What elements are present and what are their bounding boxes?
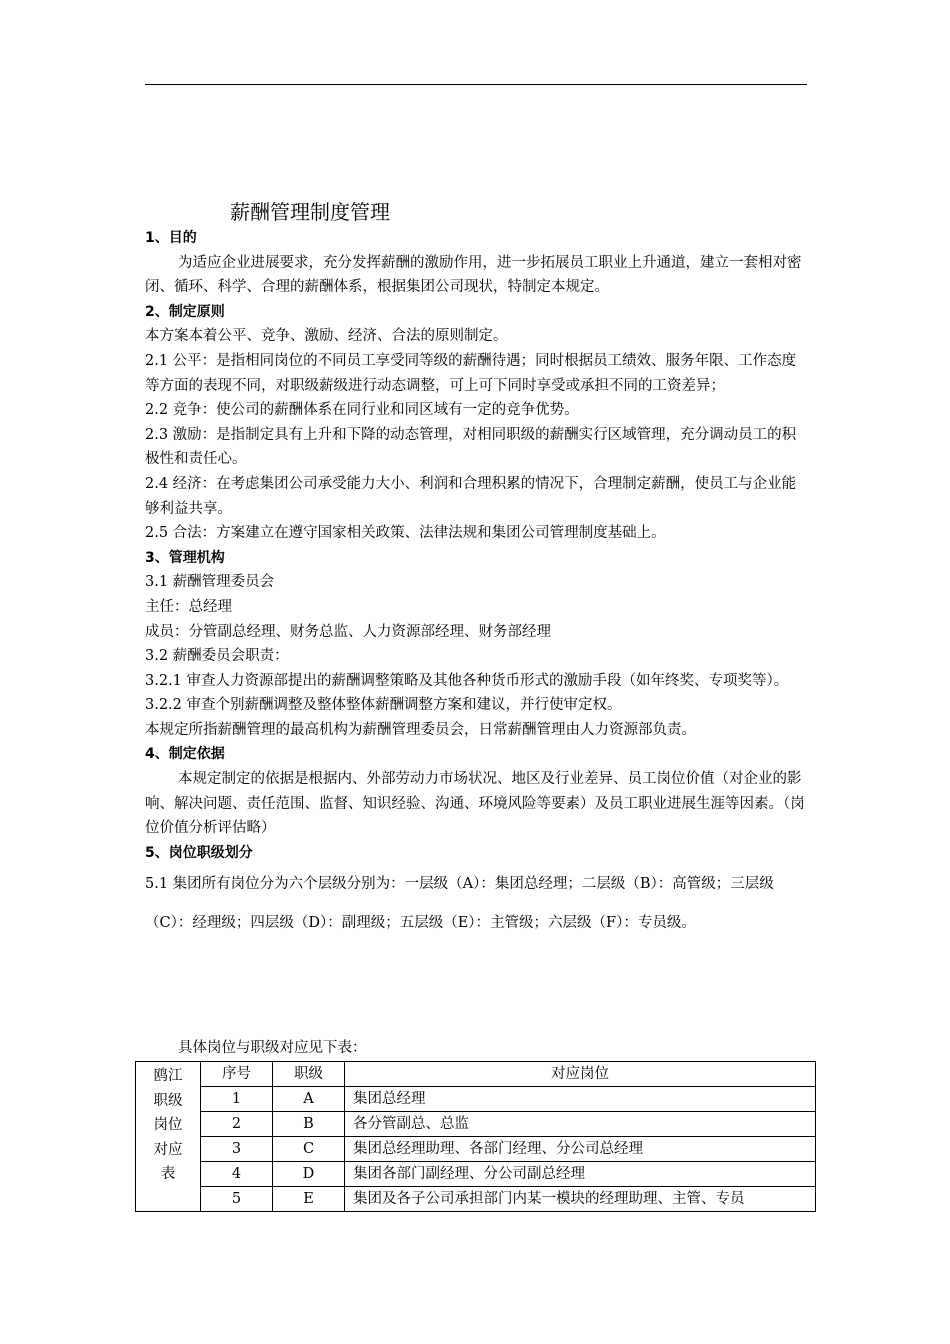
table-side-label [136,1062,201,1212]
table-cell: 集团总经理 [345,1087,816,1112]
body-paragraph: 本方案本着公平、竞争、激励、经济、合法的原则制定。 [145,328,508,345]
table-cell: A [273,1087,345,1112]
table-cell: 3 [201,1137,273,1162]
body-paragraph: 本规定制定的依据是根据内、外部劳动力市场状况、地区及行业差异、员工岗位价值（对企业的影响、解决问题、责任范围、监督、知识经验、沟通、环境风险等要素）及员工职业进展生涯等因素。（岗位价值分析评估略） [145,771,805,837]
table-cell: 2 [201,1112,273,1137]
table-cell: 4 [201,1162,273,1187]
table-cell: 5 [201,1187,273,1212]
body-paragraph: 3.2 薪酬委员会职责： [145,648,289,665]
table-cell: 1 [201,1087,273,1112]
side-label-line: 对应 [153,1141,183,1158]
page-title: 薪酬管理制度管理 [230,200,390,224]
table-header-cell: 职级 [273,1062,345,1087]
table-cell: 集团各部门副经理、分公司副总经理 [345,1162,816,1187]
side-label-line: 表 [160,1166,176,1182]
table-row [136,1187,816,1212]
table-cell: 集团总经理助理、各部门经理、分公司总经理 [345,1137,816,1162]
table-cell: 集团及各子公司承担部门内某一模块的经理助理、主管、专员 [345,1187,816,1212]
body-paragraph: 3.2.1 审查人力资源部提出的薪酬调整策略及其他各种货币形式的激励手段（如年终奖、专项奖等）。 [145,672,789,689]
body-paragraph: 2.3 激励：是指制定具有上升和下降的动态管理，对相同职级的薪酬实行区域管理，充分调动员工的积极性和责任心。 [145,426,797,468]
table-row [136,1137,816,1162]
table-cell: D [273,1162,345,1187]
body-paragraph: 2.2 竞争：使公司的薪酬体系在同行业和同区域有一定的竞争优势。 [145,402,579,419]
body-paragraph: 为适应企业进展要求，充分发挥薪酬的激励作用，进一步拓展员工职业上升通道，建立一套相对密闭、循环、科学、合理的薪酬体系，根据集团公司现状，特制定本规定。 [145,254,802,296]
side-label-line: 职级 [153,1092,183,1109]
grade-table [135,1061,816,1212]
body-paragraph: 3.1 薪酬管理委员会 [145,574,275,591]
section-heading: 3、管理机构 [145,549,225,566]
table-cell: 各分管副总、总监 [345,1112,816,1137]
body-paragraph: 3.2.2 审查个别薪酬调整及整体整体薪酬调整方案和建议，并行使审定权。 [145,697,622,714]
table-cell: B [273,1112,345,1137]
header-rule [145,84,807,85]
table-header-cell: 对应岗位 [345,1062,816,1087]
section-heading: 1、目的 [145,230,197,246]
body-paragraph: 2.5 合法：方案建立在遵守国家相关政策、法律法规和集团公司管理制度基础上。 [145,525,666,542]
body-paragraph: 本规定所指薪酬管理的最高机构为薪酬管理委员会，日常薪酬管理由人力资源部负责。 [145,721,696,738]
document-body [145,226,810,943]
body-paragraph: 5.1 集团所有岗位分为六个层级分别为：一层级（A）：集团总经理；二层级（B）：高管级；三层级（C）：经理级；四层级（D）：副理级；五层级（E）：主管级；六层级（F）：专员级。 [145,876,774,932]
table-row [136,1162,816,1187]
table-cell: E [273,1187,345,1212]
section-heading: 5、岗位职级划分 [145,844,253,861]
table-cell: C [273,1137,345,1162]
table-header-cell: 序号 [201,1062,273,1087]
table-row [136,1112,816,1137]
side-label-line: 鸥江 [153,1068,183,1084]
section-heading: 2、制定原则 [145,303,225,320]
body-paragraph: 成员：分管副总经理、财务总监、人力资源部经理、财务部经理 [145,623,551,640]
body-paragraph: 主任：总经理 [145,598,232,615]
body-paragraph: 2.1 公平：是指相同岗位的不同员工享受同等级的薪酬待遇；同时根据员工绩效、服务年限、工作态度等方面的表现不同，对职级薪级进行动态调整，可上可下同时享受或承担不同的工资差异； [145,352,797,394]
table-header-row [136,1062,816,1087]
body-paragraph: 2.4 经济：在考虑集团公司承受能力大小、利润和合理积累的情况下，合理制定薪酬，使员工与企业能够利益共享。 [145,475,797,517]
table-intro: 具体岗位与职级对应见下表： [178,1040,367,1056]
section-heading: 4、制定依据 [145,746,225,763]
side-label-line: 岗位 [153,1117,183,1133]
table-row [136,1087,816,1112]
